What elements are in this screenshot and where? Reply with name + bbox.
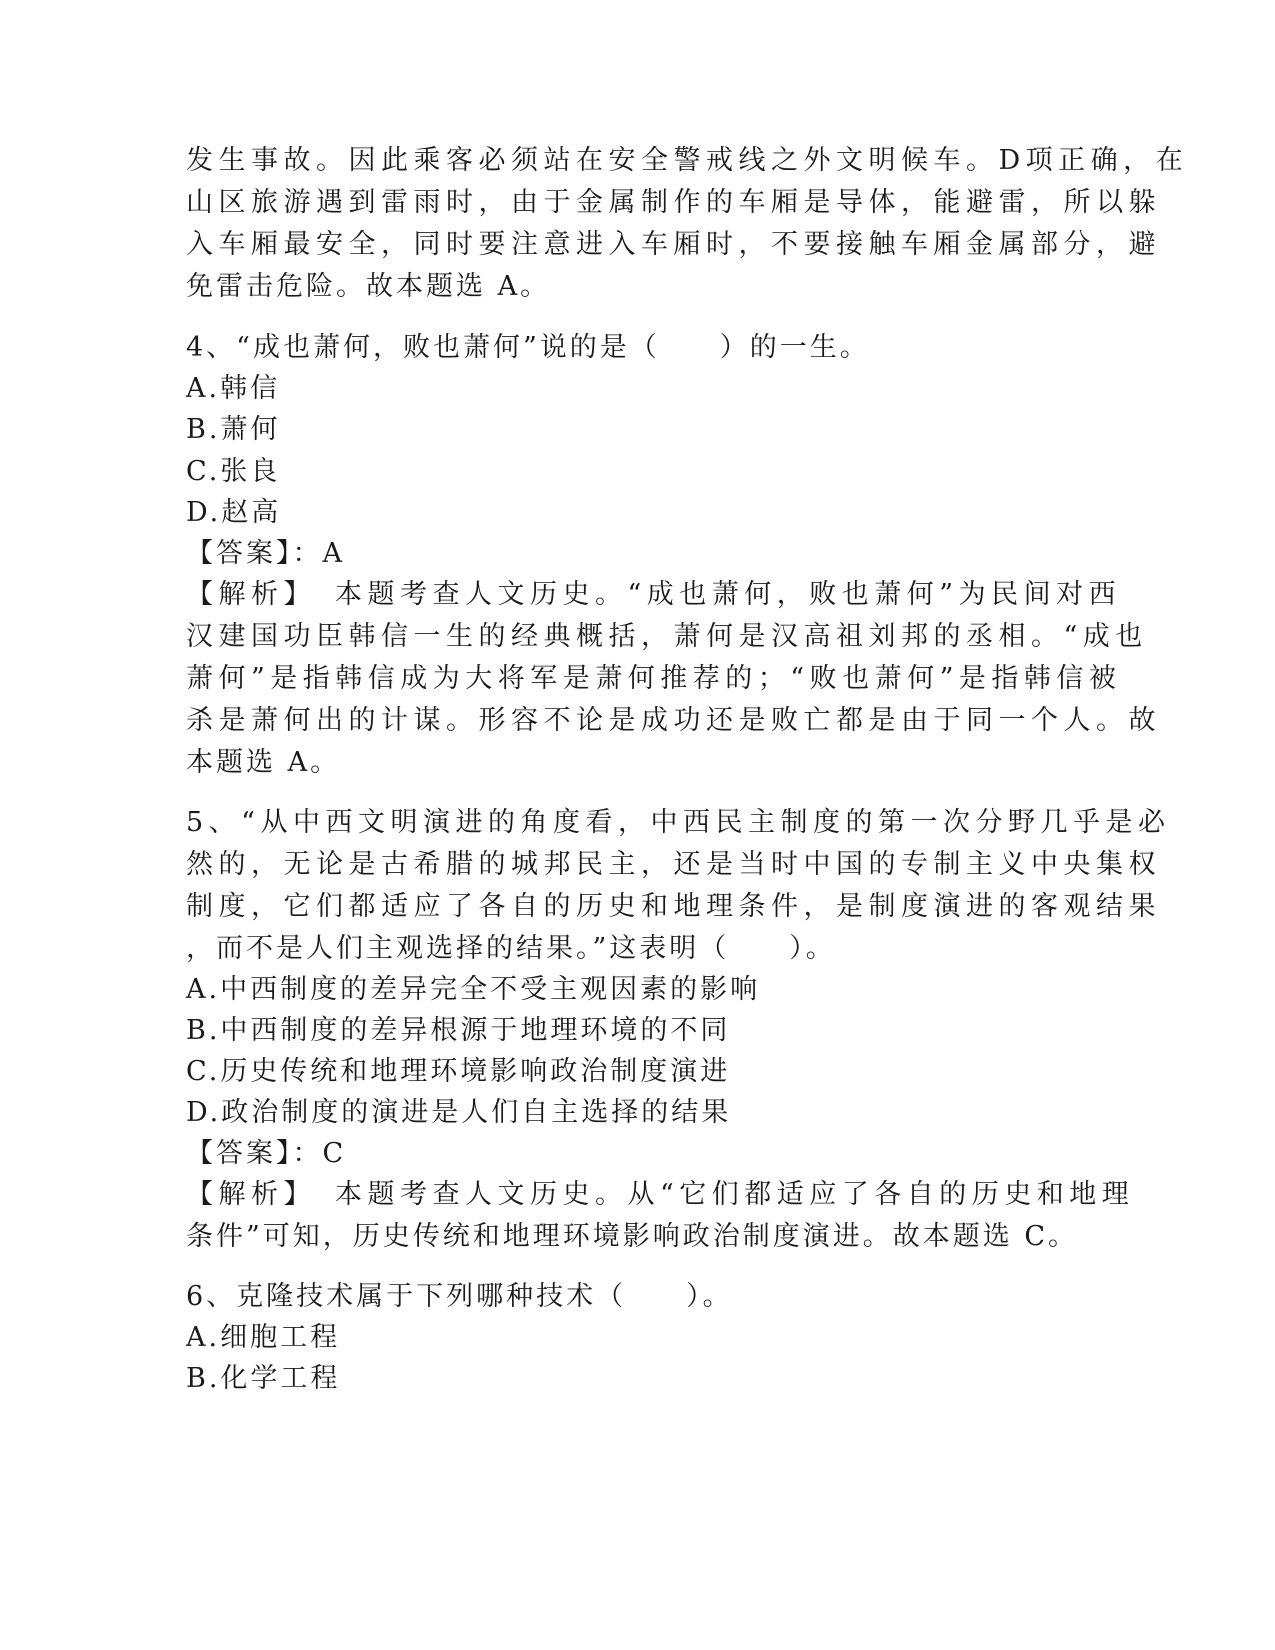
question-5-stem-line: 制度，它们都适应了各自的历史和地理条件，是制度演进的客观结果 bbox=[186, 891, 1161, 922]
question-4-explanation-line: 杀是萧何出的计谋。形容不论是成功还是败亡都是由于同一个人。故 bbox=[186, 705, 1161, 736]
question-4-stem: 4、“成也萧何，败也萧何”说的是（ ）的一生。 bbox=[186, 332, 870, 363]
question-5-explanation-line: 条件”可知，历史传统和地理环境影响政治制度演进。故本题选 C。 bbox=[186, 1221, 1079, 1252]
explanation-line: 入车厢最安全，同时要注意进入车厢时，不要接触车厢金属部分，避 bbox=[186, 229, 1161, 260]
question-6-option-b: B.化学工程 bbox=[186, 1363, 341, 1394]
question-5-option-d: D.政治制度的演进是人们自主选择的结果 bbox=[186, 1097, 732, 1128]
question-6-stem: 6、克隆技术属于下列哪种技术（ ）。 bbox=[186, 1281, 733, 1312]
explanation-line: 免雷击危险。故本题选 A。 bbox=[186, 271, 551, 302]
question-5-explanation-line: 【解析】 本题考查人文历史。从“它们都适应了各自的历史和地理 bbox=[186, 1179, 1135, 1210]
question-5-stem-line: ，而不是人们主观选择的结果。”这表明（ ）。 bbox=[186, 933, 836, 964]
question-4-option-b: B.萧何 bbox=[186, 414, 281, 445]
question-4-option-a: A.韩信 bbox=[186, 373, 281, 404]
explanation-line: 发生事故。因此乘客必须站在安全警戒线之外文明候车。D项正确，在 bbox=[186, 145, 1189, 176]
question-4-explanation-line: 【解析】 本题考查人文历史。“成也萧何，败也萧何”为民间对西 bbox=[186, 579, 1122, 610]
question-5-option-b: B.中西制度的差异根源于地理环境的不同 bbox=[186, 1015, 731, 1046]
question-4-option-c: C.张良 bbox=[186, 456, 281, 487]
question-6-option-a: A.细胞工程 bbox=[186, 1322, 341, 1353]
question-5-option-a: A.中西制度的差异完全不受主观因素的影响 bbox=[186, 974, 761, 1005]
question-5-answer: 【答案】：C bbox=[186, 1138, 347, 1169]
question-4-option-d: D.赵高 bbox=[186, 497, 282, 528]
question-5-stem-line: 5、“从中西文明演进的角度看，中西民主制度的第一次分野几乎是必 bbox=[186, 807, 1171, 838]
question-4-explanation-line: 汉建国功臣韩信一生的经典概括，萧何是汉高祖刘邦的丞相。“成也 bbox=[186, 621, 1148, 652]
question-4-answer: 【答案】：A bbox=[186, 538, 345, 569]
question-5-option-c: C.历史传统和地理环境影响政治制度演进 bbox=[186, 1056, 731, 1087]
explanation-line: 山区旅游遇到雷雨时，由于金属制作的车厢是导体，能避雷，所以躲 bbox=[186, 187, 1161, 218]
question-4-explanation-line: 萧何”是指韩信成为大将军是萧何推荐的；“败也萧何”是指韩信被 bbox=[186, 663, 1122, 694]
question-5-stem-line: 然的，无论是古希腊的城邦民主，还是当时中国的专制主义中央集权 bbox=[186, 849, 1161, 880]
question-4-explanation-line: 本题选 A。 bbox=[186, 747, 341, 778]
